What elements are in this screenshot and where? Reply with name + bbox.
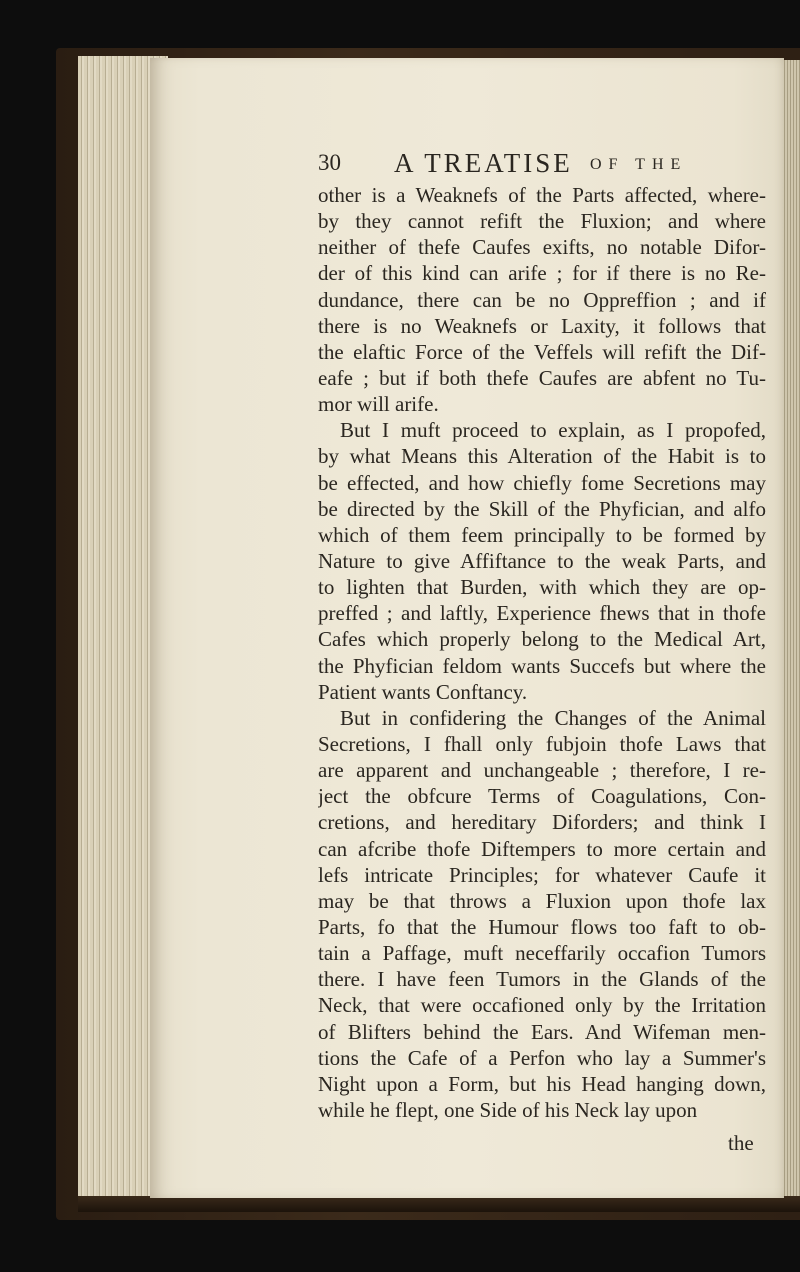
- text-line: Parts, fo that the Humour flows too faft to ob-: [318, 914, 766, 939]
- text-line: be effected, and how chiefly fome Secretions may: [318, 470, 766, 495]
- text-line: der of this kind can arife ; for if there is no Re-: [318, 261, 766, 286]
- text-line: other is a Weaknefs of the Parts affected, where-: [318, 183, 766, 207]
- text-line: by they cannot refift the Fluxion; and where: [318, 209, 766, 234]
- text-line: to lighten that Burden, with which they are op-: [318, 575, 766, 600]
- running-head: [318, 148, 758, 184]
- running-subtitle: OF THE: [590, 156, 688, 173]
- text-line: dundance, there can be no Oppreffion ; and if: [318, 287, 766, 312]
- text-line: lefs intricate Principles; for whatever Caufe it: [318, 862, 766, 887]
- page-edges-right: [782, 60, 800, 1200]
- book-bottom-edge: [78, 1196, 800, 1212]
- text-line: tain a Paffage, muft neceffarily occafion Tumors: [318, 941, 766, 966]
- running-title: A TREATISE: [394, 148, 573, 178]
- text-line: But I muft proceed to explain, as I propofed,: [340, 418, 766, 443]
- text-line: But in confidering the Changes of the Animal: [340, 705, 766, 730]
- text-line: Cafes which properly belong to the Medical Art,: [318, 627, 766, 652]
- text-line: tions the Cafe of a Perfon who lay a Summer's: [318, 1045, 766, 1070]
- text-line: Night upon a Form, but his Head hanging down,: [318, 1071, 766, 1096]
- page-number: 30: [318, 150, 341, 175]
- text-line: the Phyfician feldom wants Succefs but where the: [318, 653, 766, 678]
- text-line: can afcribe thofe Diftempers to more certain and: [318, 836, 766, 861]
- body-text: [318, 182, 766, 1123]
- text-line: there. I have feen Tumors in the Glands of the: [318, 967, 766, 992]
- catchword: the: [728, 1131, 754, 1155]
- text-line: may be that throws a Fluxion upon thofe lax: [318, 888, 766, 913]
- text-line: of Blifters behind the Ears. And Wifeman men-: [318, 1019, 766, 1044]
- text-line: mor will arife.: [318, 392, 439, 417]
- text-line: Nature to give Affiftance to the weak Parts, and: [318, 548, 766, 573]
- text-line: Neck, that were occafioned only by the Irritation: [318, 993, 766, 1018]
- text-line: by what Means this Alteration of the Habit is to: [318, 444, 766, 469]
- text-line: while he flept, one Side of his Neck lay upon: [318, 1097, 698, 1122]
- text-line: the elaftic Force of the Veffels will refift the Dif-: [318, 339, 766, 364]
- text-line: Patient wants Conftancy.: [318, 679, 528, 704]
- text-line: cretions, and hereditary Diforders; and think I: [318, 810, 766, 835]
- text-line: eafe ; but if both thefe Caufes are abfent no Tu-: [318, 365, 766, 390]
- text-line: there is no Weaknefs or Laxity, it follows that: [318, 313, 766, 338]
- text-line: which of them feem principally to be formed by: [318, 522, 766, 547]
- text-line: neither of thefe Caufes exifts, no notable Difor-: [318, 235, 766, 260]
- text-line: Secretions, I fhall only fubjoin thofe Laws that: [318, 731, 766, 756]
- text-line: preffed ; and laftly, Experience fhews that in thofe: [318, 601, 766, 626]
- text-line: are apparent and unchangeable ; therefore, I re-: [318, 758, 766, 783]
- text-line: be directed by the Skill of the Phyfician, and alfo: [318, 496, 766, 521]
- text-line: ject the obfcure Terms of Coagulations, Con-: [318, 784, 766, 809]
